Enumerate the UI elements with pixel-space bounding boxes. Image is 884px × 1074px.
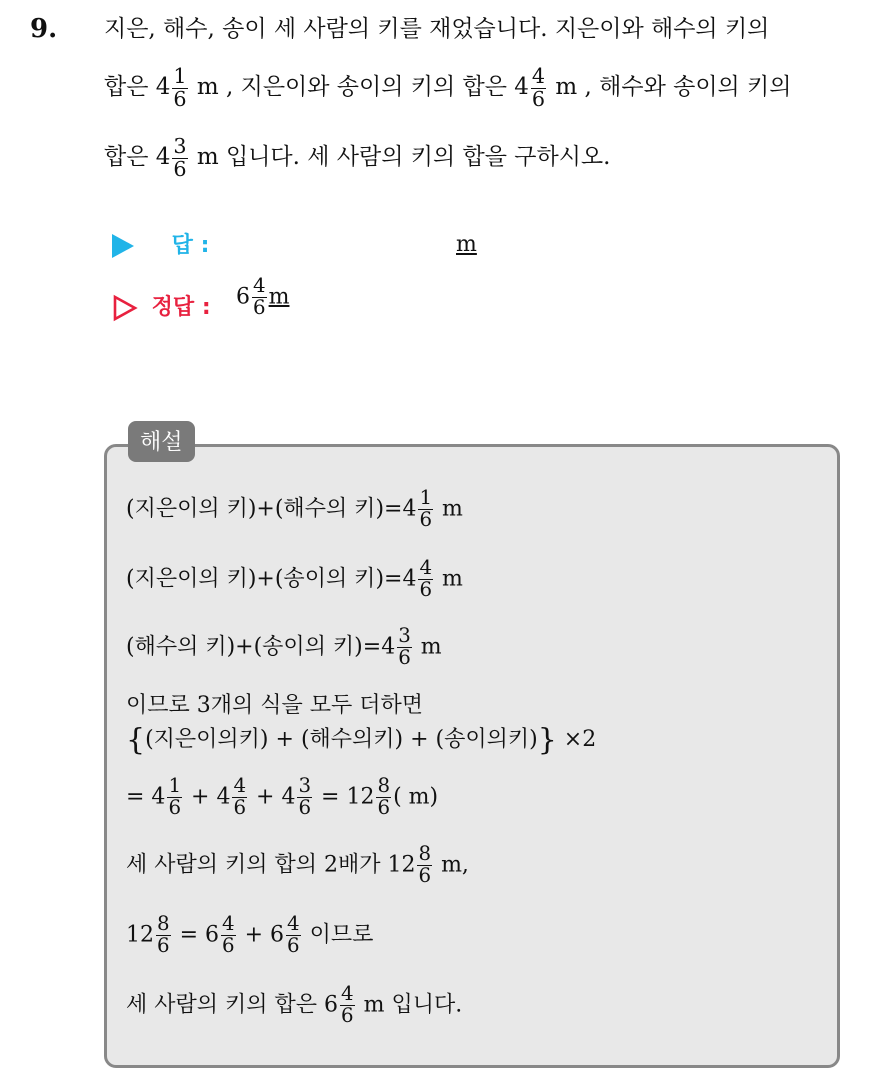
fraction xyxy=(531,66,546,110)
numerator: 3 xyxy=(298,774,312,797)
solution-line-2 xyxy=(126,558,463,601)
denominator: 6 xyxy=(341,1003,354,1027)
unit: m xyxy=(268,284,290,310)
question-text: 합은 4 xyxy=(104,144,171,171)
correct-answer-label: 정답 : xyxy=(151,295,211,320)
solution-text: ( m) xyxy=(393,784,439,810)
correct-answer-row xyxy=(112,290,211,322)
denominator: 6 xyxy=(419,577,433,601)
question-number: 9. xyxy=(30,14,58,44)
fraction xyxy=(340,984,355,1027)
denominator: 6 xyxy=(233,795,247,819)
correct-answer-value xyxy=(236,276,289,319)
question-line-3 xyxy=(104,136,610,180)
fraction xyxy=(418,558,433,601)
denominator: 6 xyxy=(418,863,432,887)
solution-line-8 xyxy=(126,914,373,957)
fraction xyxy=(418,488,433,531)
solution-text: + 4 xyxy=(184,784,231,810)
denominator: 6 xyxy=(398,645,411,669)
denominator: 6 xyxy=(168,795,182,819)
solution-text: + 6 xyxy=(237,922,285,948)
fraction xyxy=(172,136,187,180)
solution-line-1 xyxy=(126,488,463,531)
denominator: 6 xyxy=(377,795,391,819)
fraction xyxy=(286,914,301,957)
solution-text: 12 xyxy=(126,922,154,948)
numerator: 4 xyxy=(419,556,433,579)
whole-number: 6 xyxy=(236,284,250,310)
denominator: 6 xyxy=(287,933,300,957)
solution-text: + 4 xyxy=(249,784,296,810)
question-text: 합은 4 xyxy=(104,74,171,101)
numerator: 1 xyxy=(419,486,433,509)
denominator: 6 xyxy=(173,156,187,181)
fraction xyxy=(297,776,312,819)
solution-line-7 xyxy=(126,844,469,887)
question-line-1: 지은, 해수, 송이 세 사람의 키를 재었습니다. 지은이와 해수의 키의 xyxy=(104,16,770,42)
solution-text: = 6 xyxy=(172,922,220,948)
fraction xyxy=(417,844,432,887)
solution-text: ×2 xyxy=(556,727,597,752)
numerator: 4 xyxy=(233,774,247,797)
numerator: 3 xyxy=(173,134,187,158)
fraction xyxy=(221,914,236,957)
solution-text: m xyxy=(435,566,463,592)
solution-text: m 입니다. xyxy=(356,992,463,1018)
solution-line-5 xyxy=(126,722,596,758)
answer-unit: m xyxy=(456,232,477,257)
fraction xyxy=(397,626,412,669)
denominator: 6 xyxy=(298,795,312,819)
denominator: 6 xyxy=(173,86,187,111)
question-text: m 입니다. 세 사람의 키의 합을 구하시오. xyxy=(189,144,611,171)
solution-line-9 xyxy=(126,984,462,1027)
solution-text: (지은이의 키)+(해수의 키)=4 xyxy=(126,496,417,522)
numerator: 8 xyxy=(418,842,432,865)
numerator: 4 xyxy=(531,64,546,88)
question-text: m , 지은이와 송이의 키의 합은 4 xyxy=(189,74,529,101)
solution-text: = 12 xyxy=(314,784,375,810)
denominator: 6 xyxy=(253,295,266,319)
outline-arrow-icon xyxy=(112,294,138,322)
denominator: 6 xyxy=(222,933,235,957)
solution-text: m, xyxy=(434,852,469,878)
close-brace: } xyxy=(537,722,557,758)
denominator: 6 xyxy=(419,507,433,531)
solution-line-3 xyxy=(126,626,442,669)
fraction xyxy=(376,776,391,819)
numerator: 4 xyxy=(287,912,300,935)
fraction xyxy=(252,276,267,319)
numerator: 4 xyxy=(253,274,266,297)
denominator: 6 xyxy=(531,86,546,111)
denominator: 6 xyxy=(157,933,170,957)
numerator: 8 xyxy=(157,912,170,935)
answer-label: 답 : xyxy=(171,233,210,258)
solution-badge: 해설 xyxy=(128,421,195,462)
numerator: 4 xyxy=(341,982,354,1005)
numerator: 1 xyxy=(173,64,187,88)
fraction xyxy=(172,66,187,110)
solution-text: 세 사람의 키의 합의 2배가 12 xyxy=(126,852,416,878)
numerator: 4 xyxy=(222,912,235,935)
fraction xyxy=(167,776,182,819)
solution-line-6 xyxy=(126,776,438,819)
solution-text: (지은이의 키)+(송이의 키)=4 xyxy=(126,566,417,592)
solution-line-4: 이므로 3개의 식을 모두 더하면 xyxy=(126,693,423,718)
solution-text: (해수의 키)+(송이의 키)=4 xyxy=(126,634,396,660)
solution-text: 이므로 xyxy=(302,922,374,948)
solution-text: 세 사람의 키의 합은 6 xyxy=(126,992,338,1018)
fraction xyxy=(232,776,247,819)
numerator: 8 xyxy=(377,774,391,797)
numerator: 3 xyxy=(398,624,411,647)
question-text: m , 해수와 송이의 키의 xyxy=(548,74,792,101)
open-brace: { xyxy=(126,722,146,758)
play-arrow-icon xyxy=(112,234,134,258)
answer-row xyxy=(112,228,209,259)
solution-text: = 4 xyxy=(126,784,166,810)
fraction xyxy=(156,914,171,957)
solution-text: (지은이의키) + (해수의키) + (송이의키) xyxy=(145,727,538,752)
numerator: 1 xyxy=(168,774,182,797)
solution-text: m xyxy=(435,496,463,522)
solution-text: m xyxy=(413,634,442,660)
question-line-2 xyxy=(104,66,792,110)
